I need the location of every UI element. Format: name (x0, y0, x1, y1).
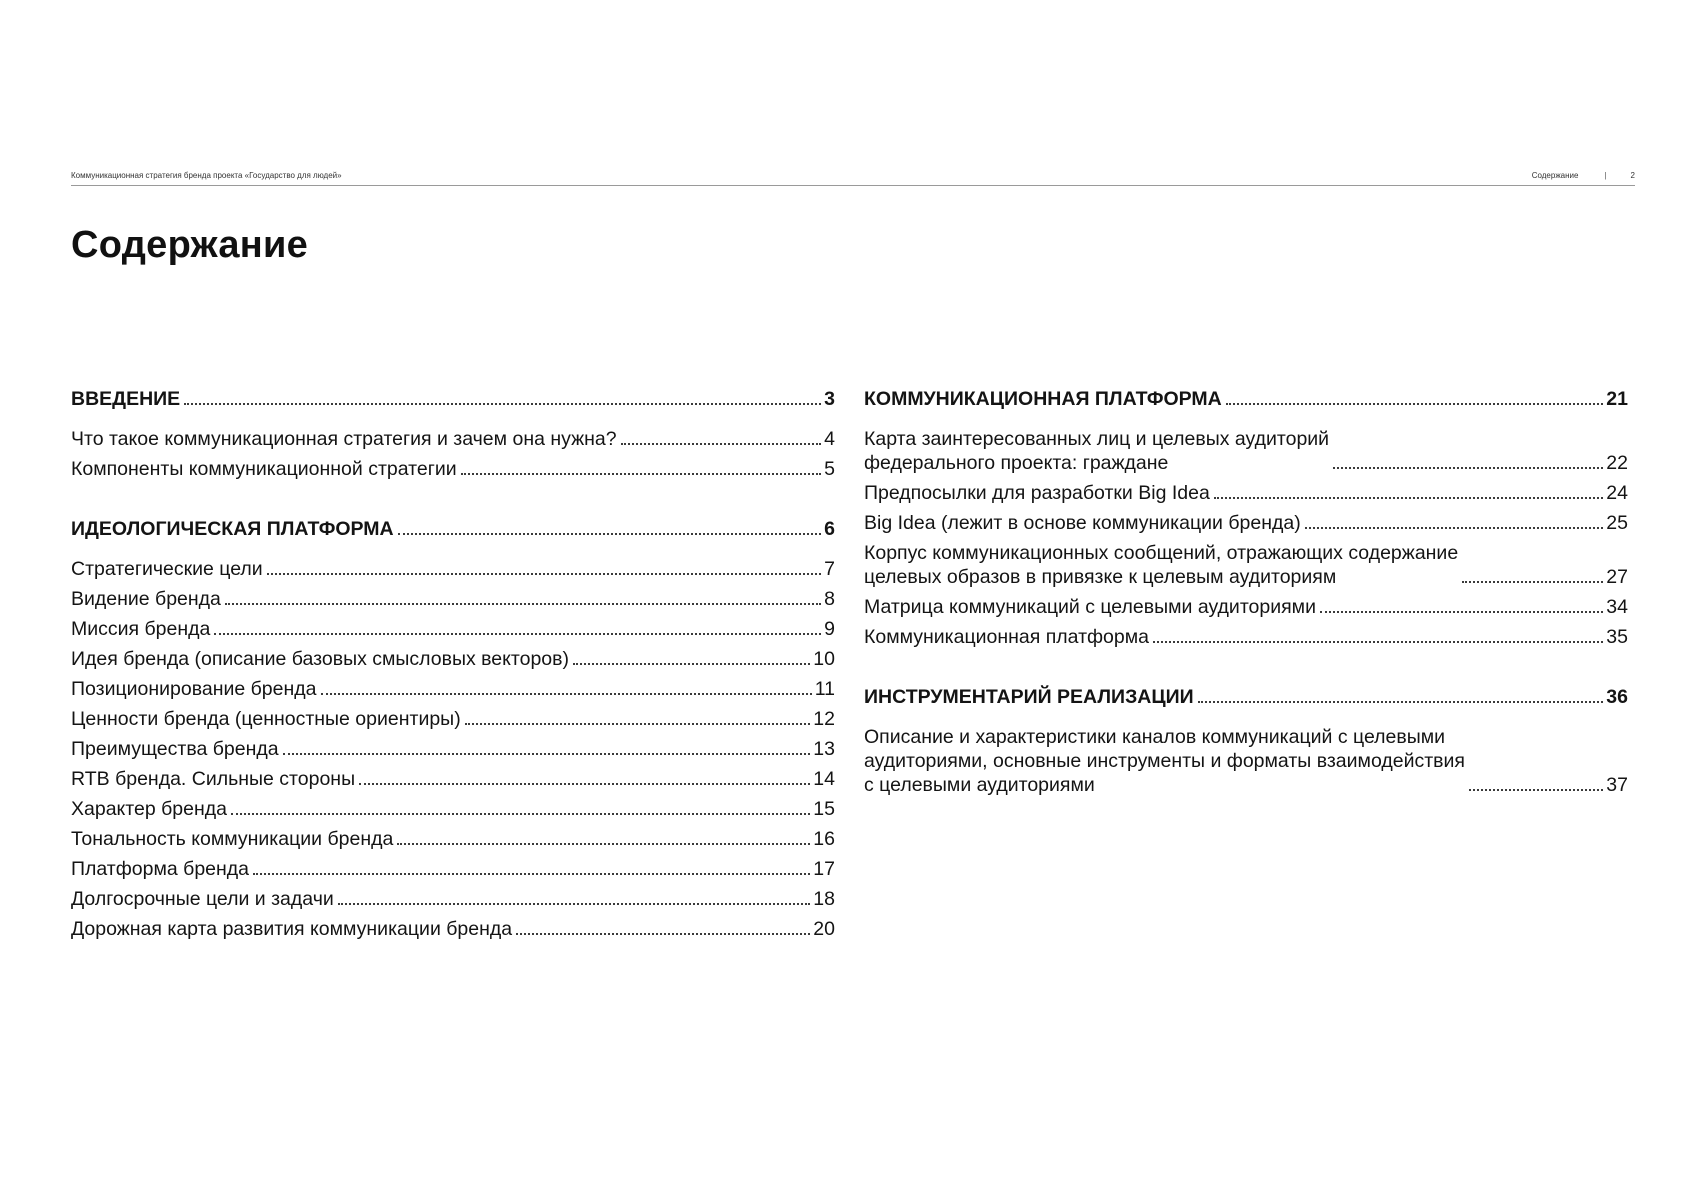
toc-entry-label: Характер бренда (71, 798, 227, 820)
toc-entry-label: Что такое коммуникационная стратегия и зачем она нужна? (71, 428, 617, 450)
page-header (71, 167, 1635, 186)
toc-entry[interactable] (864, 592, 1628, 622)
dot-leader (1333, 466, 1603, 469)
dot-leader (516, 932, 810, 935)
toc-entry-label: Описание и характеристики каналов коммуникаций с целевыми аудиториями, основные инструменты и форматы взаимодействия с целевыми аудиториями (864, 726, 1465, 796)
toc-entry[interactable] (71, 854, 835, 884)
toc-page-number: 22 (1606, 452, 1628, 474)
toc-page-number: 20 (813, 918, 835, 940)
dot-leader (1320, 610, 1603, 613)
toc-section-heading[interactable] (864, 682, 1628, 712)
toc-page-number: 5 (824, 458, 835, 480)
toc-entry-label: Матрица коммуникаций с целевыми аудиториями (864, 596, 1316, 618)
toc-entry-label: Корпус коммуникационных сообщений, отражающих содержание целевых образов в привязке к целевым аудиториям (864, 542, 1459, 588)
dot-leader (283, 752, 811, 755)
toc-section (864, 384, 1628, 652)
toc-entry[interactable] (864, 508, 1628, 538)
dot-leader (338, 902, 811, 905)
toc-entry-label: Миссия бренда (71, 618, 211, 640)
toc-entry-label: Платформа бренда (71, 858, 249, 880)
toc-left-column (71, 384, 835, 974)
toc-page-number: 24 (1606, 482, 1628, 504)
toc-entry[interactable] (71, 614, 835, 644)
toc-section-heading[interactable] (71, 514, 835, 544)
toc-section-heading[interactable] (864, 384, 1628, 414)
dot-leader (621, 442, 822, 445)
toc-entry-label: Преимущества бренда (71, 738, 279, 760)
toc-page-number: 11 (814, 678, 835, 700)
dot-leader (321, 692, 812, 695)
dot-leader (1462, 580, 1603, 583)
toc-page-number: 8 (824, 588, 835, 610)
dot-leader (1226, 402, 1604, 405)
toc-entry-label: ИНСТРУМЕНТАРИЙ РЕАЛИЗАЦИИ (864, 686, 1194, 708)
toc-page-number: 3 (824, 388, 835, 410)
toc-page-number: 18 (813, 888, 835, 910)
toc-page-number: 21 (1606, 388, 1628, 410)
toc-entry[interactable] (864, 622, 1628, 652)
toc-page-number: 10 (813, 648, 835, 670)
dot-leader (1305, 526, 1604, 529)
toc-entry-label: Предпосылки для разработки Big Idea (864, 482, 1210, 504)
toc-entry-label: Идея бренда (описание базовых смысловых векторов) (71, 648, 569, 670)
toc-entry[interactable] (71, 704, 835, 734)
toc-entry[interactable] (864, 722, 1628, 800)
toc-entry[interactable] (71, 584, 835, 614)
toc-entry-label: Позиционирование бренда (71, 678, 317, 700)
toc-page-number: 14 (813, 768, 835, 790)
toc-page-number: 17 (813, 858, 835, 880)
toc-page-number: 36 (1606, 686, 1628, 708)
toc-entry-label: Дорожная карта развития коммуникации бренда (71, 918, 513, 940)
header-page-number: 2 (1630, 171, 1635, 180)
dot-leader (1153, 640, 1603, 643)
header-right (1532, 171, 1635, 180)
dot-leader (573, 662, 810, 665)
toc-entry[interactable] (71, 424, 835, 454)
toc-page-number: 27 (1606, 566, 1628, 588)
document-title: Коммуникационная стратегия бренда проекта «Государство для людей» (71, 171, 342, 180)
toc-page-number: 25 (1606, 512, 1628, 534)
toc-entry-label: Ценности бренда (ценностные ориентиры) (71, 708, 461, 730)
toc-entry[interactable] (71, 824, 835, 854)
toc-entry-label: Карта заинтересованных лиц и целевых аудиторий федерального проекта: граждане (864, 428, 1330, 474)
toc-page-number: 16 (813, 828, 835, 850)
dot-leader (225, 602, 821, 605)
toc-entry[interactable] (71, 764, 835, 794)
toc-entry[interactable] (71, 794, 835, 824)
page-title: Содержание (71, 224, 309, 266)
dot-leader (398, 532, 822, 535)
toc-page-number: 35 (1606, 626, 1628, 648)
toc-entry[interactable] (71, 554, 835, 584)
dot-leader (1469, 788, 1603, 791)
toc-section-heading[interactable] (71, 384, 835, 414)
toc-section (864, 682, 1628, 800)
dot-leader (461, 472, 822, 475)
toc-page-number: 9 (824, 618, 835, 640)
toc-entry-label: Компоненты коммуникационной стратегии (71, 458, 457, 480)
dot-leader (465, 722, 811, 725)
toc-entry[interactable] (71, 884, 835, 914)
toc-entry[interactable] (864, 424, 1628, 478)
toc-entry-label: RTB бренда. Сильные стороны (71, 768, 356, 790)
toc-entry-label: Долгосрочные цели и задачи (71, 888, 334, 910)
dot-leader (359, 782, 810, 785)
toc-entry[interactable] (71, 914, 835, 944)
toc-entry-label: ВВЕДЕНИЕ (71, 388, 181, 410)
toc-page-number: 6 (824, 518, 835, 540)
toc-entry-label: Коммуникационная платформа (864, 626, 1149, 648)
toc-entry-label: КОММУНИКАЦИОННАЯ ПЛАТФОРМА (864, 388, 1222, 410)
toc-entry[interactable] (864, 538, 1628, 592)
toc-entry[interactable] (864, 478, 1628, 508)
toc-page-number: 4 (824, 428, 835, 450)
toc-entry-label: Стратегические цели (71, 558, 263, 580)
toc-entry[interactable] (71, 674, 835, 704)
dot-leader (184, 402, 821, 405)
dot-leader (214, 632, 821, 635)
toc-right-column (864, 384, 1628, 830)
header-section: Содержание (1531, 171, 1579, 180)
toc-entry-label: ИДЕОЛОГИЧЕСКАЯ ПЛАТФОРМА (71, 518, 394, 540)
toc-page-number: 12 (813, 708, 835, 730)
toc-page-number: 37 (1606, 774, 1628, 796)
dot-leader (253, 872, 810, 875)
dot-leader (231, 812, 810, 815)
header-divider: | (1604, 171, 1607, 180)
toc-entry[interactable] (71, 454, 835, 484)
toc-entry[interactable] (71, 644, 835, 674)
dot-leader (1198, 700, 1604, 703)
dot-leader (267, 572, 821, 575)
toc-page-number: 15 (813, 798, 835, 820)
toc-entry-label: Big Idea (лежит в основе коммуникации бренда) (864, 512, 1301, 534)
dot-leader (1214, 496, 1604, 499)
dot-leader (397, 842, 810, 845)
toc-section (71, 384, 835, 484)
toc-section (71, 514, 835, 944)
toc-page-number: 7 (824, 558, 835, 580)
toc-entry[interactable] (71, 734, 835, 764)
toc-page-number: 13 (813, 738, 835, 760)
toc-entry-label: Видение бренда (71, 588, 221, 610)
toc-entry-label: Тональность коммуникации бренда (71, 828, 394, 850)
toc-page-number: 34 (1606, 596, 1628, 618)
